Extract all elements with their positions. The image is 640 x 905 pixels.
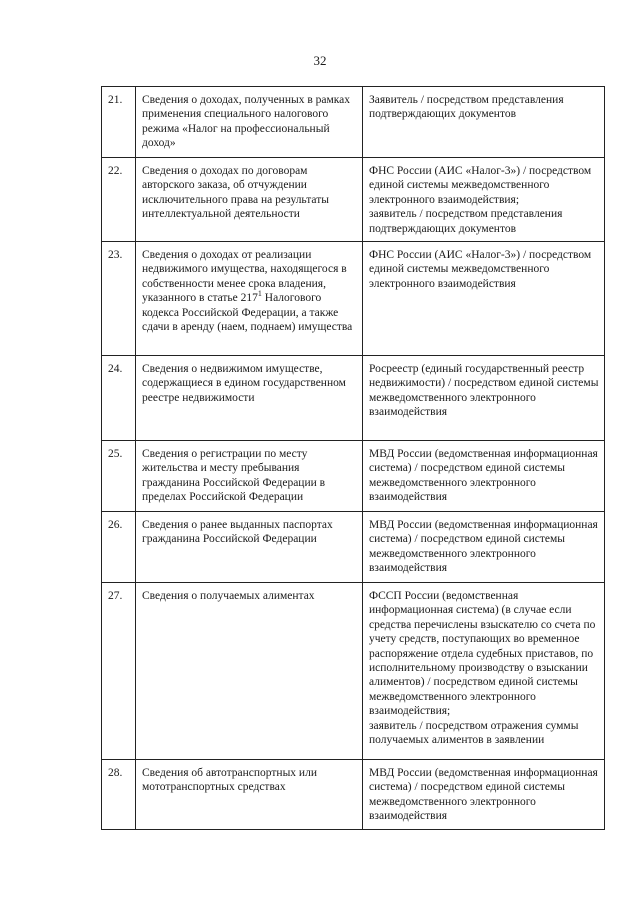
row-number: 26.	[102, 512, 136, 583]
source-line: Заявитель / посредством представления подтверждающих документов	[369, 94, 564, 121]
info-cell: Сведения об автотранспортных или мототранспортных средствах	[136, 760, 363, 830]
row-number: 21.	[102, 87, 136, 158]
source-line: ФНС России (АИС «Налог-3») / посредством единой системы межведомственного электронного взаимодействия;	[369, 165, 592, 206]
source-cell	[363, 158, 605, 242]
source-line: заявитель / посредством отражения суммы получаемых алиментов в заявлении	[369, 719, 579, 747]
table-row	[102, 583, 605, 760]
table-row	[102, 158, 605, 242]
row-number: 27.	[102, 583, 136, 760]
source-cell	[363, 242, 605, 356]
table-row	[102, 760, 605, 830]
source-line: ФНС России (АИС «Налог-3») / посредством единой системы межведомственного электронного взаимодействия	[369, 249, 592, 290]
source-cell	[363, 583, 605, 760]
source-line: ФССП России (ведомственная информационная система) (в случае если средства перечислены взыскателю со счета по учету средств, поступающих во временное распоряжение отдела судебных приставов, по исполнительному производству о взыскании алиментов) / посредством единой системы межведомственного электронного взаимодействия;	[369, 590, 596, 718]
info-text: Сведения о доходах от реализации недвижимого имущества, находящегося в собственности менее срока владения, указанного в статье 217	[142, 249, 347, 305]
info-cell: Сведения о доходах, полученных в рамках применения специального налогового режима «Налог на профессиональный доход»	[136, 87, 363, 158]
info-cell: Сведения о ранее выданных паспортах гражданина Российской Федерации	[136, 512, 363, 583]
superscript: 1	[257, 289, 262, 299]
table-row	[102, 242, 605, 356]
info-cell	[136, 242, 363, 356]
info-text: Налогового кодекса Российской Федерации, а также сдачи в аренду (наем, поднаем) имущества	[142, 292, 353, 334]
source-line: МВД России (ведомственная информационная система) / посредством единой системы межведомственного электронного взаимодействия	[369, 448, 598, 504]
table-row	[102, 512, 605, 583]
row-number: 24.	[102, 356, 136, 441]
source-line: заявитель / посредством представления подтверждающих документов	[369, 208, 563, 235]
source-line: МВД России (ведомственная информационная система) / посредством единой системы межведомственного электронного взаимодействия	[369, 519, 598, 575]
source-cell	[363, 356, 605, 441]
row-number: 28.	[102, 760, 136, 830]
source-line: МВД России (ведомственная информационная система) / посредством единой системы межведомственного электронного взаимодействия	[369, 767, 598, 823]
page-number: 32	[313, 53, 327, 68]
info-cell: Сведения о доходах по договорам авторского заказа, об отчуждении исключительного права на результаты интеллектуальной деятельности	[136, 158, 363, 242]
data-sources-table	[101, 86, 605, 830]
info-cell: Сведения о регистрации по месту жительства и месту пребывания гражданина Российской Федерации в пределах Российской Федерации	[136, 441, 363, 512]
row-number: 23.	[102, 242, 136, 356]
info-cell: Сведения о получаемых алиментах	[136, 583, 363, 760]
source-cell	[363, 441, 605, 512]
source-line: Росреестр (единый государственный реестр недвижимости) / посредством единой системы межведомственного электронного взаимодействия	[369, 363, 599, 419]
row-number: 25.	[102, 441, 136, 512]
source-cell	[363, 87, 605, 158]
table-row	[102, 356, 605, 441]
row-number: 22.	[102, 158, 136, 242]
info-cell: Сведения о недвижимом имуществе, содержащиеся в едином государственном реестре недвижимости	[136, 356, 363, 441]
table-row	[102, 441, 605, 512]
source-cell	[363, 512, 605, 583]
table-row	[102, 87, 605, 158]
source-cell	[363, 760, 605, 830]
